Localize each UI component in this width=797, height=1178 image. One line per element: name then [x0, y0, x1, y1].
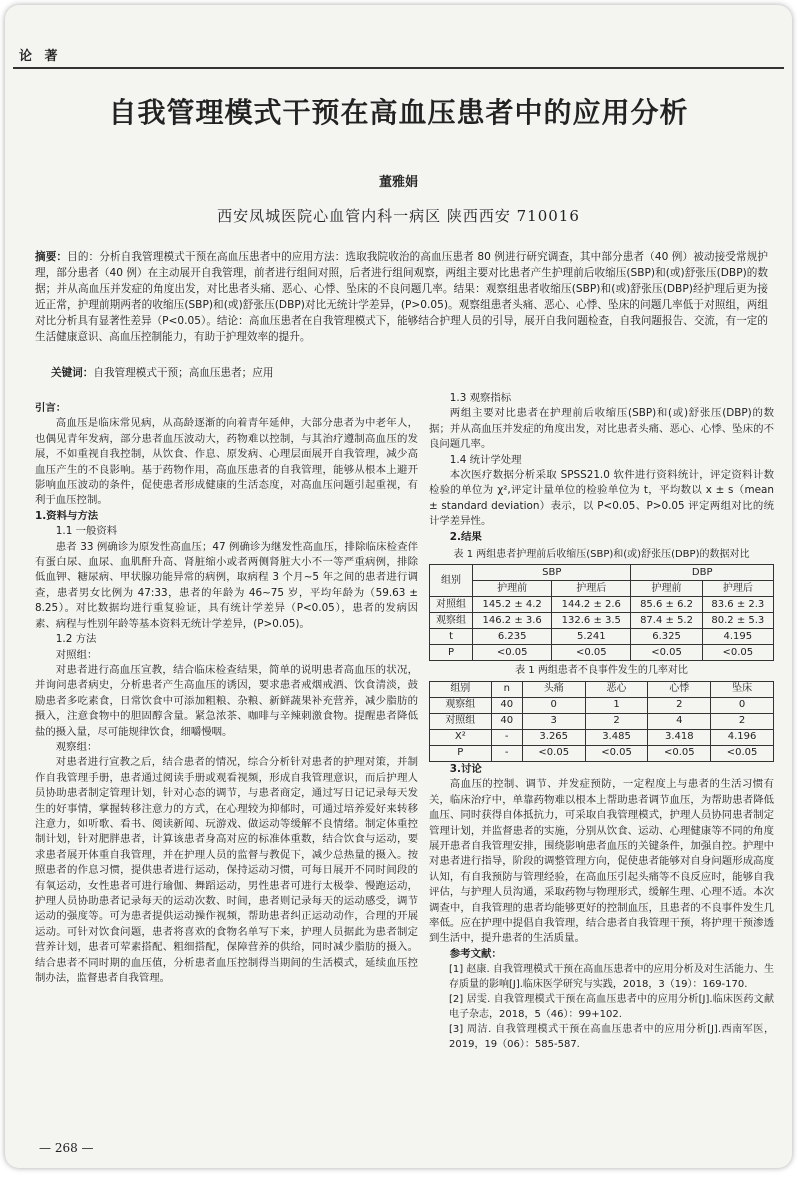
table-cell: - [491, 729, 522, 745]
table-header: 组别 [430, 565, 473, 597]
table-cell: 0 [522, 697, 585, 713]
table-cell: 3 [522, 713, 585, 729]
references-heading: 参考文献： [449, 947, 502, 960]
paper-page [5, 5, 792, 1168]
table-cell: 80.2 ± 5.3 [702, 613, 773, 629]
table-row [430, 729, 774, 745]
section-label: 论 著 [19, 49, 62, 64]
table-subheader: 护理前 [631, 581, 702, 597]
paper-title: 自我管理模式干预在高血压患者中的应用分析 [108, 96, 689, 129]
author: 董雅娟 [378, 175, 418, 190]
table-cell: <0.05 [552, 645, 631, 661]
header-rule [13, 67, 784, 69]
reference-item: [1] 赵康. 自我管理模式干预在高血压患者中的应用分析及对生活能力、生存质量的影响[J].临床医学研究与实践，2018，3（19）：169-170. [449, 964, 774, 991]
keywords [51, 365, 768, 380]
keywords-label: 关键词： [51, 367, 94, 379]
table-cell: 4.196 [711, 729, 774, 745]
table-row [430, 645, 774, 661]
table-subheader: 护理后 [552, 581, 631, 597]
table-row [430, 597, 774, 613]
table-header: 恶心 [585, 681, 648, 697]
table-cell: P [430, 745, 492, 761]
table-cell: 6.235 [473, 629, 552, 645]
table-cell: <0.05 [585, 745, 648, 761]
table-subheader: 护理后 [702, 581, 773, 597]
table-cell: - [491, 745, 522, 761]
table-cell: 2 [648, 697, 711, 713]
section-1-1-paragraph: 患者 33 例确诊为原发性高血压；47 例确诊为继发性高血压，排除临床检查伴有蛋白尿、血尿、血肌酐升高、肾脏缩小或者两侧肾脏大小不一等严重病例，排除低血钾、糖尿病、甲状腺功能异常的病例，取病程 3 个月~5 年之间的患者进行调查，患者男女比例为 47:33，患者的年龄为 46~75 岁，平均年龄为（59.63 ± 8.25）。对比数据均进行重复验证，具有统计学差异（P<0.05），患者的发病因素、病程与性别年龄等基本资料无统计学差异，(P>0.05)。 [35, 540, 418, 630]
table-header: SBP [473, 565, 631, 581]
section-1-heading: 1.资料与方法 [35, 509, 99, 522]
section-1-2-heading: 1.2 方法 [55, 633, 97, 646]
table-cell: 3.418 [648, 729, 711, 745]
right-column [429, 391, 774, 1052]
table-cell: 对照组 [430, 713, 492, 729]
table-cell: t [430, 629, 473, 645]
reference-item: [3] 周洁. 自我管理模式干预在高血压患者中的应用分析[J].西南军医，2019，19（06）：585-587. [449, 1024, 774, 1051]
table-row [430, 713, 774, 729]
table-cell: 观察组 [430, 697, 492, 713]
table-cell: 144.2 ± 2.6 [552, 597, 631, 613]
table-cell: X² [430, 729, 492, 745]
abstract-text: 目的：分析自我管理模式干预在高血压患者中的应用方法：选取我院收治的高血压患者 80 例进行研究调查，其中部分患者（40 例）被动接受常规护理，部分患者（40 例）在主动展开自我管理，前者进行组间对照，后者进行组间观察，两组主要对比患者产生护理前后收缩压(SBP)和(或)舒张压(DBP)的数据；并从高血压并发症的角度出发，对比患者头痛、恶心、心悸、坠床的不良问题几率。结果：观察组患者收缩压(SBP)和(或)舒张压(DBP)经护理后更为接近正常，护理前期两者的收缩压(SBP)和(或)舒张压(DBP)对比无统计学差异，(P>0.05)。观察组患者头痛、恶心、心悸、坠床的问题几率低于对照组，两组对比分析具有显著性差异（P<0.05）。结论：高血压患者在自我管理模式下，能够结合护理人员的引导，展开自我问题检查，自我问题报告、交流，有一定的生活健康意识、高血压控制能力，有助于护理效率的提升。 [35, 251, 769, 343]
table-1 [429, 564, 774, 661]
section-1-3-heading: 1.3 观察指标 [449, 392, 512, 404]
table-cell: 40 [491, 713, 522, 729]
table-2 [429, 681, 774, 762]
table-cell: 对照组 [430, 597, 473, 613]
table-cell: 5.241 [552, 629, 631, 645]
section-3-heading: 3.讨论 [449, 762, 482, 775]
keywords-text: 自我管理模式干预；高血压患者；应用 [93, 367, 274, 379]
intro-paragraph: 高血压是临床常见病，从高龄逐渐的向着青年延伸，大部分患者为中老年人，也偶见青年发病，部分患者血压波动大，药物难以控制，与其治疗遵制高血压的发展，不如重视自我控制，从饮食、作息、原发病、心理层面展开自我管理，减少高血压产生的不良影响。基于药物作用，高血压患者的自我管理，能够从根本上避开影响血压波动的条件，促使患者形成健康的生活态度，对高血压问题引起重视，有利于血压控制。 [35, 417, 418, 507]
abstract [35, 249, 768, 345]
left-column [35, 401, 418, 986]
table-cell: 2 [711, 713, 774, 729]
table-row [430, 613, 774, 629]
table-cell: 2 [585, 713, 648, 729]
intro-heading: 引言： [35, 402, 67, 414]
discussion-paragraph: 高血压的控制、调节、并发症预防，一定程度上与患者的生活习惯有关，临床治疗中，单靠药物难以根本上帮助患者调节血压，为帮助患者降低血压、同时获得自体抵抗力，可采取自我管理模式，护理人员协同患者制定管理计划，并监督患者的实施，分别从饮食、运动、心理健康等不同的角度展开患者自我管理安排，围绕影响患者血压的关键条件，加强自控。护理中对患者进行指导，阶段的调整管理方向，促使患者能够对自身问题形成高度认知，有自我预防与管理经验，在高血压引起头痛等不良反应时，能够自我评估，与护理人员沟通，采取药物与物理形式，缓解生理、心理不适。本次调查中，自我管理的患者均能够更好的控制血压，且患者的不良事件发生几率低。应在护理中提倡自我管理，结合患者自我管理干预，将护理干预渗透到生活中，提升患者的生活质量。 [429, 778, 774, 945]
control-group-paragraph: 对患者进行高血压宣教，结合临床检查结果，简单的说明患者高血压的状况，并询问患者病史，分析患者产生高血压的诱因，要求患者戒烟戒酒、饮食清淡，鼓励患者多吃素食，日常饮食中可添加粗粮、杂粮、新鲜蔬果补充营养，减少脂肪的摄入，注意食物中的胆固醇含量。紧急浓茶、咖啡与辛辣刺激食物。提醒患者降低盐的摄入量，尽可能规律饮食，细嚼慢咽。 [35, 663, 418, 738]
table-cell: 146.2 ± 3.6 [473, 613, 552, 629]
table-header: 组别 [430, 681, 492, 697]
reference-item: [2] 居雯. 自我管理模式干预在高血压患者中的应用分析[J].临床医药文献电子杂志，2018，5（46）：99+102. [449, 994, 774, 1021]
table-cell: 1 [585, 697, 648, 713]
table-header: 坠床 [711, 681, 774, 697]
table-cell: <0.05 [702, 645, 773, 661]
section-1-3-paragraph: 两组主要对比患者在护理前后收缩压(SBP)和(或)舒张压(DBP)的数据；并从高血压并发症的角度出发，对比患者头痛、恶心、心悸、坠床的不良问题几率。 [429, 407, 774, 451]
affiliation: 西安凤城医院心血管内科一病区 陕西西安 710016 [217, 207, 580, 225]
table-cell: 6.325 [631, 629, 702, 645]
table-cell: 132.6 ± 3.5 [552, 613, 631, 629]
table-cell: 3.265 [522, 729, 585, 745]
section-2-heading: 2.结果 [449, 530, 482, 543]
table-cell: 83.6 ± 2.3 [702, 597, 773, 613]
table-cell: 4 [648, 713, 711, 729]
observation-group-paragraph: 对患者进行宣教之后，结合患者的情况，综合分析针对患者的护理对策，并制作自我管理手册，患者通过阅读手册或观看视频，形成自我管理意识，而后护理人员协助患者制定管理计划，针对心态的调节，与患者商定，通过写日记记录每天发生的好事情，掌握转移注意力的方式，在心理较为抑郁时，可通过培养爱好来转移注意力，如听歌、看书、阅读新闻、玩游戏、做运动等缓解不良情绪。制定体重控制计划，针对肥胖患者，计算该患者身高对应的标准体重数，结合饮食与运动，要求患者展开体重自我管理，并在护理人员的监督与教促下，减少总热量的摄入。按照患者的作息习惯，提供患者进行运动，保持运动习惯，可每日展开不同时间段的有氧运动，女性患者可进行瑜伽、舞蹈运动，男性患者可进行太极拳、慢跑运动，护理人员协助患者记录每天的运动次数、时间，患者则记录每天的运动感受，调节运动的强度等。可为患者提供运动操作视频，帮助患者纠正运动动作，合理的开展运动。可针对饮食问题，患者将喜欢的食物名单写下来，护理人员据此为患者制定营养计划，患者可荤素搭配、粗细搭配，保障营养的供给，同时减少脂肪的摄入。结合患者不同时期的血压值，分析患者血压控制得当期间的生活模式，延续血压控制办法，监督患者自我管理。 [35, 756, 418, 985]
table-cell: 4.195 [702, 629, 773, 645]
table-header: 心悸 [648, 681, 711, 697]
table-row [430, 745, 774, 761]
table-cell: <0.05 [711, 745, 774, 761]
table-cell: P [430, 645, 473, 661]
control-group-label: 对照组： [55, 648, 98, 661]
page-number: — 268 — [39, 1141, 94, 1155]
table-cell: <0.05 [522, 745, 585, 761]
section-1-1-heading: 1.1 一般资料 [55, 525, 118, 538]
table-cell: 145.2 ± 4.2 [473, 597, 552, 613]
table-cell: 0 [711, 697, 774, 713]
table-header: n [491, 681, 522, 697]
table-row [430, 697, 774, 713]
table-cell: 85.6 ± 6.2 [631, 597, 702, 613]
table-cell: <0.05 [648, 745, 711, 761]
table-header: DBP [631, 565, 774, 581]
table-cell: 40 [491, 697, 522, 713]
table-header: 头痛 [522, 681, 585, 697]
table-2-caption: 表 1 两组患者不良事件发生的几率对比 [515, 665, 688, 677]
observation-group-label: 观察组： [55, 740, 98, 753]
table-cell: <0.05 [631, 645, 702, 661]
section-1-4-heading: 1.4 统计学处理 [449, 453, 522, 466]
table-subheader: 护理前 [473, 581, 552, 597]
table-cell: 87.4 ± 5.2 [631, 613, 702, 629]
table-row [430, 629, 774, 645]
abstract-label: 摘要： [35, 251, 68, 263]
table-1-caption: 表 1 两组患者护理前后收缩压(SBP)和(或)舒张压(DBP)的数据对比 [453, 549, 750, 561]
table-cell: <0.05 [473, 645, 552, 661]
table-cell: 3.485 [585, 729, 648, 745]
table-cell: 观察组 [430, 613, 473, 629]
section-1-4-paragraph: 本次医疗数据分析采取 SPSS21.0 软件进行资料统计，评定资料计数检验的单位为 χ²,评定计量单位的检验单位为 t，平均数以 x ± s（mean ± standard deviation）表示，以 P<0.05、P>0.05 评定两组对比的统计学差异性。 [429, 469, 774, 528]
